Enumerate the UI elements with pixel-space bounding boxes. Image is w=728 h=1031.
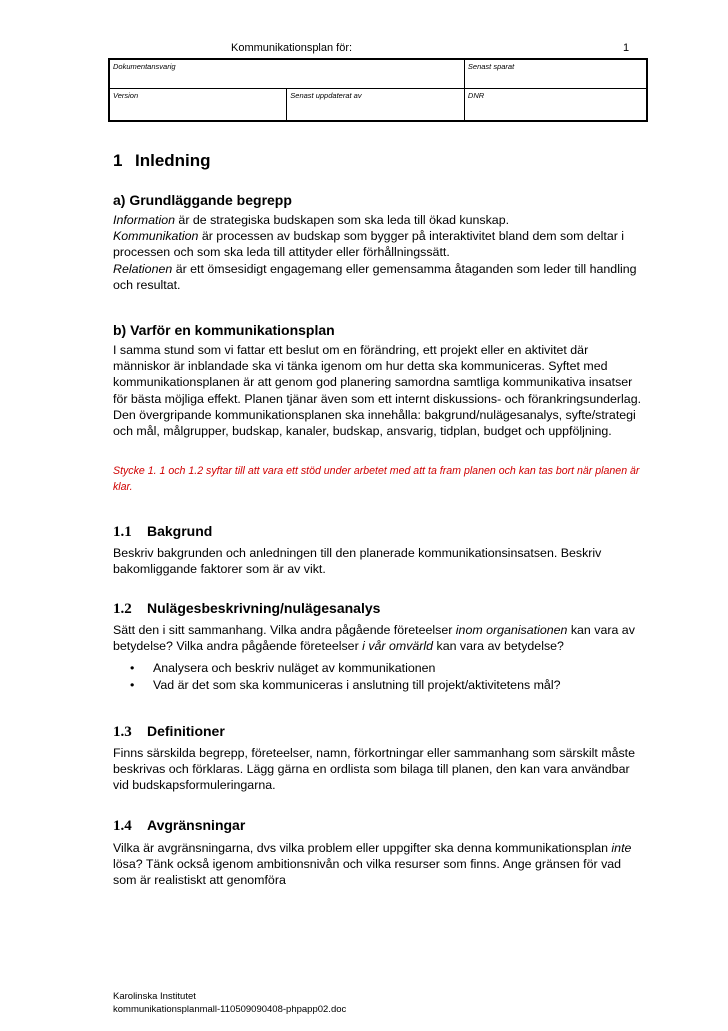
definition-kommunikation: Kommunikation är processen av budskap som bygger på interaktivitet bland dem som deltar i processen och som ska leda till attityder eller förhållningssätt. [113,229,625,260]
section-1-1-body: Beskriv bakgrunden och anledningen till den planerade kommunikationsinsatsen. Beskriv bakomliggande faktorer som är av vikt. [113,546,602,577]
section-1-heading [113,151,643,171]
section-1-4-body: Vilka är avgränsningarna, dvs vilka problem eller uppgifter ska denna kommunikationsplan inte lösa? Tänk också igenom ambitionsnivån och vilka resurser som finns. Ange gränsen för vad som är realistiskt att genomföra [113,841,632,888]
footer [113,991,346,1016]
field-last-updated-by[interactable]: Senast uppdaterat av [287,89,465,122]
section-b-body: I samma stund som vi fattar ett beslut om en förändring, ett projekt eller en aktivitet där människor är inblandade ska vi tänka igenom om hur detta ska kommuniceras. Syftet med kommunikationsplanen är att genom god planering samordna samtliga kommunikativa insatser för bästa möjliga effekt. Planen tjänar även som ett internt diskussions- och förankringsunderlag. Den övergripande kommunikationsplanen ska innehålla: bakgrund/nulägesanalys, syfte/strategi och mål, målgrupper, budskap, kanaler, budskap, ansvarig, tidplan, budget och uppföljning. [113,343,642,439]
document-meta-table [108,58,648,122]
section-b-note: Stycke 1. 1 och 1.2 syftar till att vara ett stöd under arbetet med att ta fram planen och kan tas bort när planen är klar. [113,465,640,493]
section-1-2-bullets [113,660,643,692]
field-dnr[interactable]: DNR [464,89,647,122]
header-title: Kommunikationsplan för: [231,42,353,54]
section-1-2-body-wrap [113,622,643,693]
footer-org: Karolinska Institutet [113,991,196,1002]
definition-information: Information är de strategiska budskapen som ska leda till ökad kunskap. [113,213,510,227]
section-a-body [113,212,643,293]
section-b-note-wrap [113,463,643,495]
definition-relationen: Relationen är ett ömsesidigt engagemang eller gemensamma åtaganden som leder till handling och resultat. [113,261,637,292]
field-version[interactable]: Version [109,89,287,122]
section-title: Inledning [135,151,211,170]
section-1-3-body: Finns särskilda begrepp, företeelser, namn, förkortningar eller sammanhang som särskilt måste beskrivas och förklaras. Lägg gärna en ordlista som bilaga till planen, den kan vara användbar vid budskapsformuleringarna. [113,746,636,793]
section-1-1-body-wrap [113,545,643,577]
section-1-4-heading: 1.4 Avgränsningar [113,817,246,834]
section-1-3-body-wrap [113,745,643,794]
list-item: • Analysera och beskriv nuläget av kommunikationen [113,660,643,676]
list-item: • Vad är det som ska kommuniceras i anslutning till projekt/aktivitetens mål? [113,677,643,693]
section-a-heading: a) Grundläggande begrepp [113,192,292,208]
field-doc-owner[interactable]: Dokumentansvarig [109,59,464,89]
section-number: 1 [113,151,123,170]
section-b-heading: b) Varför en kommunikationsplan [113,322,335,338]
section-1-1-heading: 1.1 Bakgrund [113,523,213,540]
footer-filename: kommunikationsplanmall-110509090408-phpapp02.doc [113,1003,347,1015]
page-number: 1 [623,42,630,54]
section-b-body-wrap [113,342,643,439]
section-1-3-heading: 1.3 Definitioner [113,723,225,740]
section-1-2-heading: 1.2 Nulägesbeskrivning/nulägesanalys [113,600,381,617]
section-1-2-body: Sätt den i sitt sammanhang. Vilka andra pågående företeelser inom organisationen kan vara av betydelse? Vilka andra pågående företeelser i vår omvärld kan vara av betydelse? [113,623,635,654]
section-1-4-body-wrap [113,840,643,889]
field-last-saved[interactable]: Senast sparat [464,59,647,89]
